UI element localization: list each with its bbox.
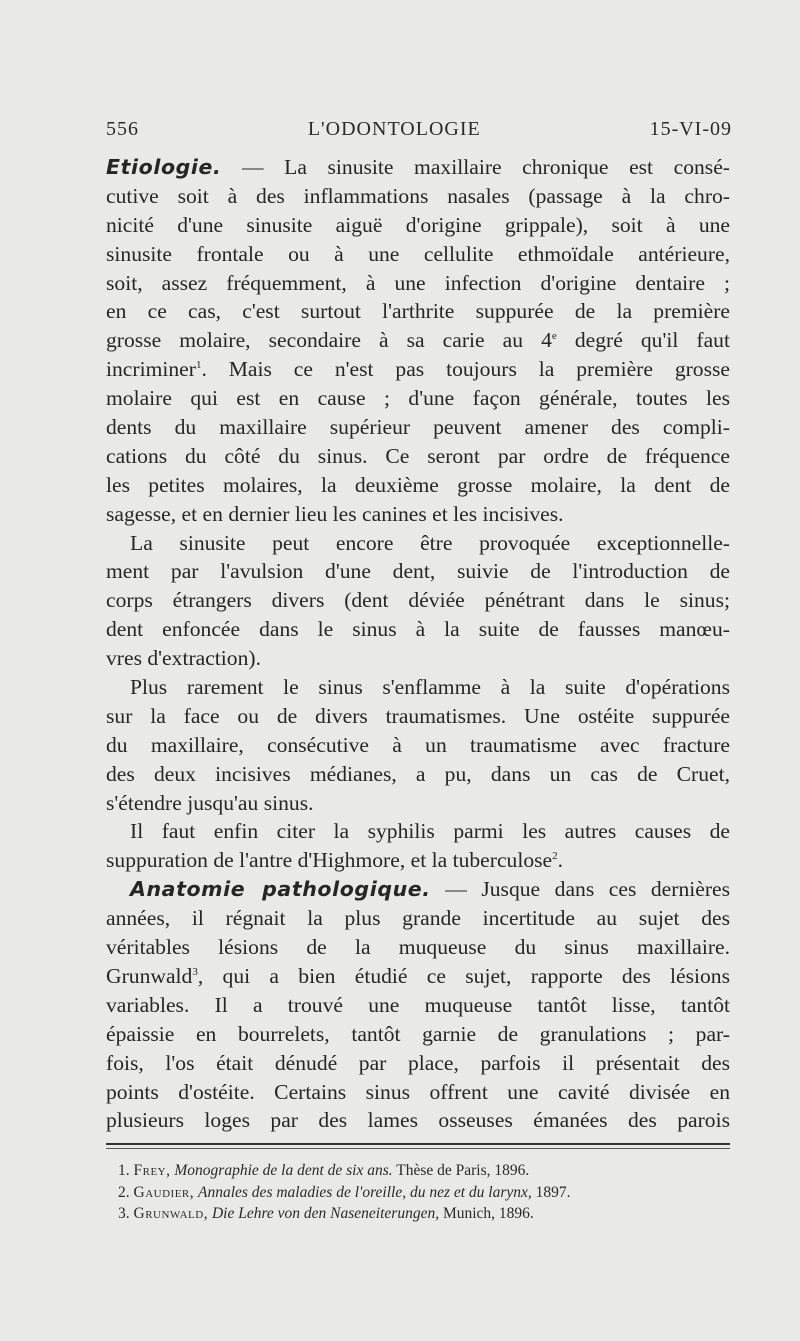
footnote-1: 1. Frey, Monographie de la dent de six ans. Thèse de Paris, 1896. bbox=[118, 1162, 530, 1179]
divider bbox=[106, 1143, 730, 1145]
footnote-ref-3[interactable]: 3 bbox=[192, 965, 198, 978]
body-text bbox=[106, 153, 730, 1135]
text-line: points d'ostéite. Certains sinus offrent une cavité divisée en bbox=[106, 1079, 730, 1104]
footnotes bbox=[118, 1160, 718, 1225]
text-line: épaissie en bourrelets, tantôt garnie de granulations ; par- bbox=[106, 1021, 730, 1046]
text-line: sagesse, et en dernier lieu les canines et les incisives. bbox=[106, 501, 564, 526]
text-line: sur la face ou de divers traumatismes. Une ostéite suppurée bbox=[106, 703, 730, 728]
text-line: Etiologie. — La sinusite maxillaire chronique est consé- bbox=[106, 155, 730, 179]
page-number: 556 bbox=[106, 118, 139, 140]
text-line: Grunwald$^3$, qui a bien étudié ce sujet, rapporte des lésions bbox=[106, 963, 730, 988]
text-line: La sinusite peut encore être provoquée exceptionnelle- bbox=[130, 530, 730, 555]
text-line: années, il régnait la plus grande incertitude au sujet des bbox=[106, 906, 730, 931]
degree-superscript: e bbox=[551, 330, 557, 343]
text-line: dents du maxillaire supérieur peuvent amener des compli- bbox=[106, 415, 730, 440]
text-line: soit, assez fréquemment, à une infection d'origine dentaire ; bbox=[106, 270, 730, 295]
section-heading-anatomie: Anatomie pathologique. bbox=[130, 877, 431, 902]
text-line: sinusite frontale ou à une cellulite ethmoïdale antérieure, bbox=[106, 241, 730, 266]
text-line: corps étrangers divers (dent déviée pénétrant dans le sinus; bbox=[106, 588, 730, 613]
text-line: grosse molaire, secondaire à sa carie au 4e degré qu'il faut bbox=[106, 328, 730, 353]
footnote-3: 3. Grunwald, Die Lehre von den Naseneiterungen, Munich, 1896. bbox=[118, 1205, 534, 1222]
text-line: les petites molaires, la deuxième grosse molaire, la dent de bbox=[106, 472, 730, 497]
text-line: suppuration de l'antre d'Highmore, et la tuberculose$^2$. bbox=[106, 848, 564, 873]
text-line: cutive soit à des inflammations nasales (passage à la chro- bbox=[106, 183, 730, 208]
text-line: nicité d'une sinusite aiguë d'origine grippale), soit à une bbox=[106, 212, 730, 237]
footnote-separator bbox=[106, 1143, 730, 1152]
text-line: cations du côté du sinus. Ce seront par ordre de fréquence bbox=[106, 443, 730, 468]
text-line: du maxillaire, consécutive à un traumatisme avec fracture bbox=[106, 732, 730, 757]
footnote-ref-2[interactable]: 2 bbox=[552, 850, 558, 863]
text-line: ment par l'avulsion d'une dent, suivie de l'introduction de bbox=[106, 559, 730, 584]
text-line: molaire qui est en cause ; d'une façon générale, toutes les bbox=[106, 386, 730, 411]
text-line: véritables lésions de la muqueuse du sinus maxillaire. bbox=[106, 935, 730, 960]
text-line: plusieurs loges par des lames osseuses émanées des parois bbox=[106, 1108, 730, 1133]
divider bbox=[106, 1148, 730, 1149]
text-line: vres d'extraction). bbox=[106, 646, 261, 671]
text-line: dent enfoncée dans le sinus à la suite de fausses manœu- bbox=[106, 617, 730, 642]
text-line: Anatomie pathologique. — Jusque dans ces dernières bbox=[130, 877, 731, 902]
issue-date: 15-VI-09 bbox=[649, 118, 732, 140]
text-line: Il faut enfin citer la syphilis parmi les autres causes de bbox=[130, 819, 730, 844]
text-line: s'étendre jusqu'au sinus. bbox=[106, 790, 314, 815]
running-title: L'ODONTOLOGIE bbox=[307, 118, 481, 140]
footnote-2: 2. Gaudier, Annales des maladies de l'oreille, du nez et du larynx, 1897. bbox=[118, 1183, 571, 1201]
text-line: fois, l'os était dénudé par place, parfois il présentait des bbox=[106, 1050, 730, 1075]
footnote-ref-1[interactable]: 1 bbox=[195, 359, 202, 372]
text-line: variables. Il a trouvé une muqueuse tantôt lisse, tantôt bbox=[106, 992, 730, 1017]
text-line: en ce cas, c'est surtout l'arthrite suppurée de la première bbox=[106, 299, 730, 324]
running-header bbox=[106, 118, 732, 141]
text-line: incriminer$^1$. Mais ce n'est pas toujours la première grosse bbox=[106, 357, 730, 382]
section-heading-etiologie: Etiologie. bbox=[106, 155, 222, 179]
text-line: Plus rarement le sinus s'enflamme à la suite d'opérations bbox=[130, 675, 730, 700]
text-line: des deux incisives médianes, a pu, dans un cas de Cruet, bbox=[106, 761, 730, 786]
